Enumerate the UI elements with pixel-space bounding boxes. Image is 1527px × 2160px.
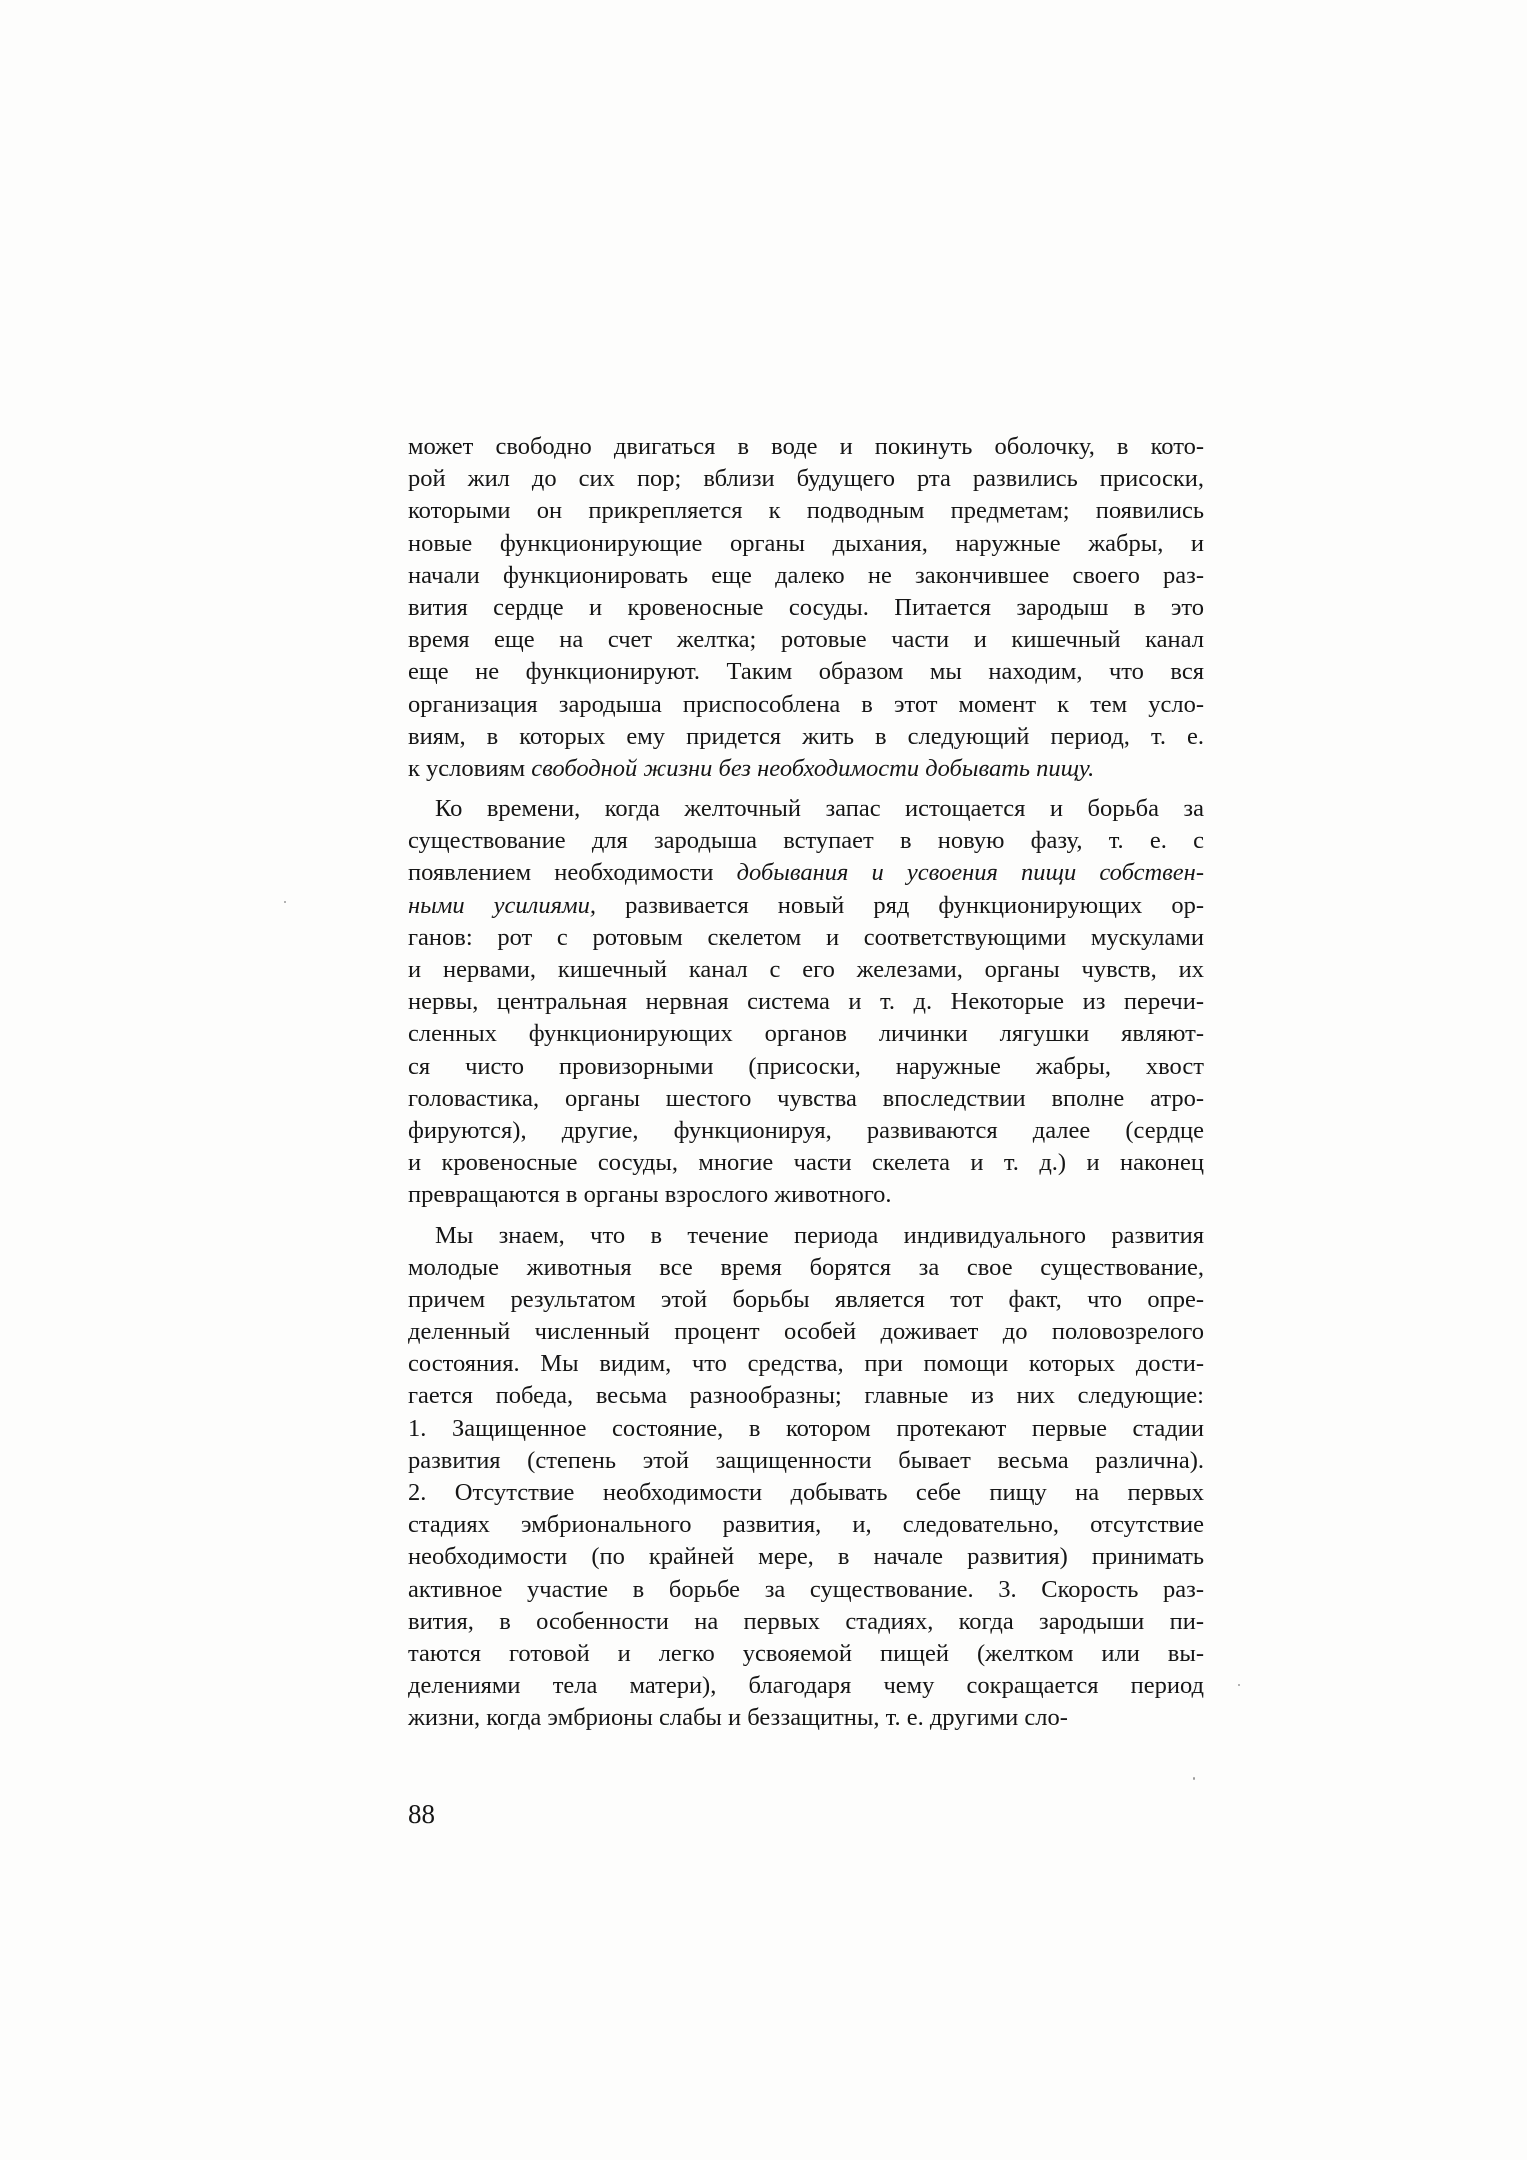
text-run: вития, в особенности на первых стадиях, когда зародыши пи- xyxy=(408,1607,1204,1635)
text-run: состояния. Мы видим, что средства, при помощи которых дости- xyxy=(408,1350,1204,1378)
text-line xyxy=(408,825,1204,857)
text-line xyxy=(408,954,1204,986)
text-run: нервы, центральная нервная система и т. д. Некоторые из перечи- xyxy=(408,988,1204,1016)
text-line xyxy=(408,463,1204,495)
text-line xyxy=(408,1477,1204,1509)
scan-speck xyxy=(1193,1777,1195,1780)
text-line xyxy=(408,1638,1204,1670)
text-run: делениями тела матери), благодаря чему сокращается период xyxy=(408,1672,1204,1700)
text-line xyxy=(408,431,1204,463)
paragraph xyxy=(408,431,1204,785)
paragraph-gap xyxy=(408,1212,1204,1220)
text-line xyxy=(408,922,1204,954)
text-line xyxy=(408,1316,1204,1348)
text-line xyxy=(408,1147,1204,1179)
text-line xyxy=(408,1179,1204,1211)
text-run: головастика, органы шестого чувства впоследствии вполне атро- xyxy=(408,1084,1204,1112)
text-line xyxy=(408,890,1204,922)
text-run: новые функционирующие органы дыхания, наружные жабры, и xyxy=(408,529,1204,557)
text-line xyxy=(408,528,1204,560)
text-line xyxy=(408,1018,1204,1050)
text-run: к условиям xyxy=(408,754,532,782)
paragraph xyxy=(408,793,1204,1211)
text-line xyxy=(408,1606,1204,1638)
text-line xyxy=(408,624,1204,656)
text-run: молодые животныя все время борятся за свое существование, xyxy=(408,1253,1204,1281)
text-line xyxy=(408,1284,1204,1316)
text-run: начали функционировать еще далеко не закончившее своего раз- xyxy=(408,561,1204,589)
text-run: ганов: рот с ротовым скелетом и соответствующими мускулами xyxy=(408,923,1204,951)
text-run: необходимости (по крайней мере, в начале развития) принимать xyxy=(408,1543,1204,1571)
scan-speck xyxy=(1238,1684,1240,1686)
text-run: ся чисто провизорными (присоски, наружные жабры, хвост xyxy=(408,1052,1204,1080)
text-run: виям, в которых ему придется жить в следующий период, т. е. xyxy=(408,722,1204,750)
text-run: время еще на счет желтка; ротовые части и кишечный канал xyxy=(408,626,1204,654)
text-line xyxy=(408,1670,1204,1702)
text-line xyxy=(408,560,1204,592)
text-run: Мы знаем, что в течение периода индивидуального развития xyxy=(435,1221,1204,1249)
body-text xyxy=(408,431,1204,1735)
text-line xyxy=(408,1083,1204,1115)
text-line xyxy=(408,1115,1204,1147)
text-line xyxy=(408,1574,1204,1606)
paragraph xyxy=(408,1220,1204,1735)
text-line xyxy=(408,1220,1204,1252)
text-run: существование для зародыша вступает в новую фазу, т. е. с xyxy=(408,827,1204,855)
text-line xyxy=(408,1413,1204,1445)
italic-text: ными усилиями, xyxy=(408,891,597,919)
text-run: 1. Защищенное состояние, в котором протекают первые стадии xyxy=(408,1414,1204,1442)
text-run: вития сердце и кровеносные сосуды. Питается зародыш в это xyxy=(408,593,1204,621)
text-run: развития (степень этой защищенности бывает весьма различна). xyxy=(408,1446,1204,1474)
text-line xyxy=(408,592,1204,624)
text-line xyxy=(408,689,1204,721)
text-run: таются готовой и легко усвояемой пищей (желтком или вы- xyxy=(408,1639,1204,1667)
text-run: гается победа, весьма разнообразны; главные из них следующие: xyxy=(408,1382,1204,1410)
text-line xyxy=(408,986,1204,1018)
text-run: стадиях эмбрионального развития, и, следовательно, отсутствие xyxy=(408,1511,1204,1539)
text-run: появлением необходимости xyxy=(408,859,737,887)
text-run: которыми он прикрепляется к подводным предметам; появились xyxy=(408,497,1204,525)
text-line xyxy=(408,1380,1204,1412)
text-run: сленных функционирующих органов личинки лягушки являют- xyxy=(408,1020,1204,1048)
text-line xyxy=(408,1051,1204,1083)
text-run: жизни, когда эмбрионы слабы и беззащитны, т. е. другими сло- xyxy=(408,1704,1068,1732)
text-line xyxy=(408,1541,1204,1573)
text-run: фируются), другие, функционируя, развиваются далее (сердце xyxy=(408,1116,1204,1144)
text-line xyxy=(408,495,1204,527)
text-run: 2. Отсутствие необходимости добывать себе пищу на первых xyxy=(408,1479,1204,1506)
text-run: еще не функционируют. Таким образом мы находим, что вся xyxy=(408,658,1204,686)
text-line xyxy=(408,656,1204,688)
text-line xyxy=(408,857,1204,889)
text-run: организация зародыша приспособлена в этот момент к тем усло- xyxy=(408,690,1204,718)
text-line xyxy=(408,1509,1204,1541)
italic-text: добывания и усвоения пищи собствен- xyxy=(736,859,1204,887)
text-run: и кровеносные сосуды, многие части скелета и т. д.) и наконец xyxy=(408,1149,1204,1177)
text-run: превращаются в органы взрослого животного. xyxy=(408,1181,892,1209)
text-line xyxy=(408,721,1204,753)
text-line xyxy=(408,1445,1204,1477)
text-run: развивается новый ряд функционирующих ор- xyxy=(596,891,1205,919)
text-run: рой жил до сих пор; вблизи будущего рта развились присоски, xyxy=(408,465,1204,493)
text-run: может свободно двигаться в воде и покинуть оболочку, в кото- xyxy=(408,433,1204,460)
paragraph-gap xyxy=(408,785,1204,793)
page-number: 88 xyxy=(408,1799,435,1829)
scan-speck xyxy=(284,901,286,903)
text-run: и нервами, кишечный канал с его железами, органы чувств, их xyxy=(408,956,1204,983)
text-run: деленный численный процент особей доживает до половозрелого xyxy=(408,1318,1204,1346)
text-line xyxy=(408,1348,1204,1380)
text-line xyxy=(408,793,1204,825)
text-line xyxy=(408,753,1204,785)
text-run: Ко времени, когда желточный запас истощается и борьба за xyxy=(435,795,1204,823)
text-line xyxy=(408,1252,1204,1284)
text-run: активное участие в борьбе за существование. 3. Скорость раз- xyxy=(408,1575,1204,1603)
italic-text: свободной жизни без необходимости добывать пищу. xyxy=(531,754,1095,782)
text-line xyxy=(408,1702,1204,1734)
text-run: причем результатом этой борьбы является тот факт, что опре- xyxy=(408,1285,1204,1313)
